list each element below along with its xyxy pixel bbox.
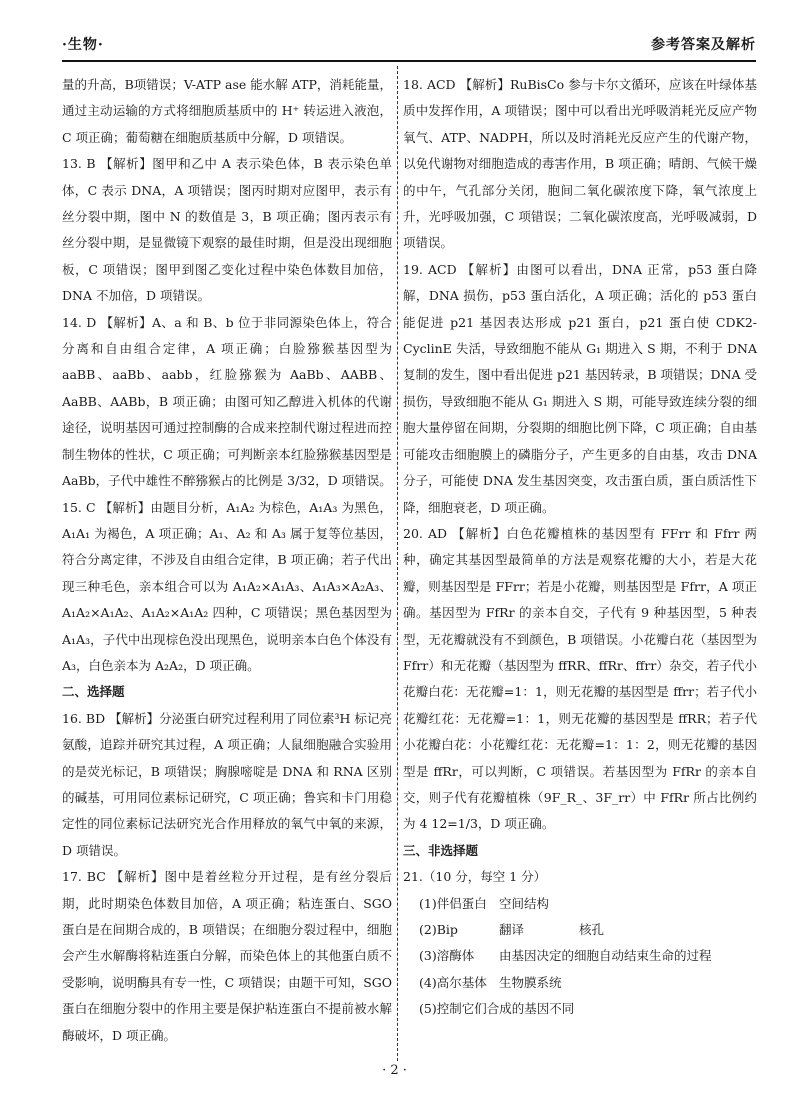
right-column — [403, 72, 757, 1023]
answer-item: 13. B 【解析】图甲和乙中 A 表示染色体，B 表示染色单体，C 表示 DNA，A 项错误；图丙时期对应图甲，表示有丝分裂中期，图中 N 的数值是 3，B 项正确；图丙表示有丝分裂中期，是显微镜下观察的最佳时期，但是没出现细胞板，C 项错误；图甲到图乙变化过程中染色体数目加倍，DNA 不加倍，D 项错误。 — [62, 156, 392, 304]
answer-line — [403, 891, 757, 917]
answer-item: 量的升高，B项错误；V-ATP ase 能水解 ATP，消耗能量，通过主动运输的方式将细胞质基质中的 H⁺ 转运进入液泡，C 项正确；葡萄糖在细胞质基质中分解，D 项错误。 — [62, 77, 392, 145]
answer-line — [403, 917, 757, 943]
answer-item: 19. ACD 【解析】由图可以看出，DNA 正常，p53 蛋白降解，DNA 损伤，p53 蛋白活化，A 项正确；活化的 p53 蛋白能促进 p21 基因表达形成 p21 蛋白，p21 蛋白使 CDK2-CyclinE 失活，导致细胞不能从 G₁ 期进入 S 期，不利于 DNA 复制的发生，图中看出促进 p21 基因转录，B 项错误；DNA 受损伤，导致细胞不能从 G₁ 期进入 S 期，可能导致连续分裂的细胞大量停留在间期，分裂期的细胞比例下降，C 项正确；自由基可能攻击细胞膜上的磷脂分子，产生更多的自由基，攻击 DNA 分子，可能使 DNA 发生基因突变，攻击蛋白质，蛋白质活性下降，细胞衰老，D 项正确。 — [403, 261, 757, 515]
answer-line — [403, 970, 757, 996]
column-divider — [397, 66, 398, 1061]
answer-blank: 翻译 — [499, 922, 525, 937]
answer-line — [403, 943, 757, 969]
answer-item: 16. BD 【解析】分泌蛋白研究过程利用了同位素³H 标记亮氨酸，追踪并研究其过程，A 项正确；人鼠细胞融合实验用的是荧光标记，B 项错误；胸腺嘧啶是 DNA 和 RNA 区别的碱基，可用同位素标记研究，C 项正确；鲁宾和卡门用稳定性的同位素标记法研究光合作用释放的氧气中氧的来源，D 项错误。 — [62, 710, 392, 858]
answer-item: 14. D 【解析】A、a 和 B、b 位于非同源染色体上，符合分离和自由组合定律，A 项正确；白脸猕猴基因型为 aaBB、aaBb、aabb，红脸猕猴为 AaBb、AABB、AaBB、AABb，B 项正确；由图可知乙醇进入机体的代谢途径，说明基因可通过控制酶的合成来控制代谢过程进而控制生物体的性状，C 项正确；可判断亲本红脸猕猴基因型是 AaBb，子代中雄性不醉猕猴占的比例是 3/32，D 项错误。 — [62, 314, 392, 489]
answer-blank: 生物膜系统 — [499, 974, 562, 990]
answer-blank: (1)伴侣蛋白 — [419, 895, 487, 911]
answer-item: 18. ACD 【解析】RuBisCo 参与卡尔文循环，应该在叶绿体基质中发挥作用，A 项错误；图中可以看出光呼吸消耗光反应产物氧气、ATP、NADPH，所以及时消耗光反应产生的代谢产物，以免代谢物对细胞造成的毒害作用，B 项正确；晴朗、气候干燥的中午，气孔部分关闭，胞间二氧化碳浓度下降，氧气浓度上升，光呼吸加强，C 项错误；二氧化碳浓度高，光呼吸减弱，D 项错误。 — [403, 77, 757, 251]
answer-blank: 核孔 — [579, 922, 605, 937]
left-column — [62, 72, 392, 1049]
header-title: 参考答案及解析 — [651, 37, 756, 53]
answer-blank: (4)高尔基体 — [419, 974, 487, 990]
subject-label: ·生物· — [62, 37, 104, 53]
question-heading: 21.（10 分，每空 1 分） — [403, 869, 547, 885]
answer-line — [403, 996, 757, 1022]
answer-item: 15. C 【解析】由题目分析，A₁A₂ 为棕色，A₁A₃ 为黑色，A₁A₁ 为褐色，A 项正确；A₁、A₂ 和 A₃ 属于复等位基因，符合分离定律，不涉及自由组合定律，B 项正确；若子代出现三种毛色，亲本组合可以为 A₁A₂×A₁A₃、A₁A₃×A₂A₃、A₁A₂×A₁A₂、A₁A₂×A₁A₂ 四种，C 项错误；黑色基因型为 A₁A₃，子代中出现棕色没出现黑色，说明亲本白色个体没有 A₃，白色亲本为 A₂A₂，D 项正确。 — [62, 499, 392, 673]
section-heading: 三、非选择题 — [403, 842, 479, 858]
section-heading: 二、选择题 — [62, 684, 125, 700]
answer-item: 17. BC 【解析】图中是着丝粒分开过程，是有丝分裂后期，此时期染色体数目加倍，A 项正确；粘连蛋白、SGO 蛋白是在间期合成的，B 项错误；在细胞分裂过程中，细胞会产生水解酶将粘连蛋白分解，而染色体上的其他蛋白质不受影响，说明酶具有专一性，C 项错误；由题干可知，SGO 蛋白在细胞分裂中的作用主要是保护粘连蛋白不提前被水解酶破坏，D 项正确。 — [62, 869, 392, 1043]
answer-blank: 由基因决定的细胞自动结束生命的过程 — [499, 948, 712, 964]
answer-item: 20. AD 【解析】白色花瓣植株的基因型有 FFrr 和 Ffrr 两种，确定其基因型最简单的方法是观察花瓣的大小，若是大花瓣，则基因型是 FFrr；若是小花瓣，则基因型是 Ffrr，A 项正确。基因型为 FfRr 的亲本自交，子代有 9 种基因型，5 种表型，无花瓣就没有不到颜色，B 项错误。小花瓣白花（基因型为 Ffrr）和无花瓣（基因型为 ffRR、ffRr、ffrr）杂交，若子代小花瓣白花：无花瓣=1：1，则无花瓣的基因型是 ffrr；若子代小花瓣红花：无花瓣=1：1，则无花瓣的基因型是 ffRR；若子代小花瓣白花：小花瓣红花：无花瓣=1：1：2，则无花瓣的基因型是 ffRr，可以判断，C 项错误。若基因型为 FfRr 的亲本自交，则子代有花瓣植株（9F_R_、3F_rr）中 FfRr 所占比例约为 4 12=1/3，D 项正确。 — [403, 525, 757, 832]
page-header — [62, 8, 756, 62]
answer-blank: (5)控制它们合成的基因不同 — [419, 1001, 575, 1017]
page-number: · 2 · — [382, 1063, 407, 1078]
answer-blank: (2)Bip — [419, 922, 458, 937]
answer-blank: 空间结构 — [499, 895, 550, 911]
answer-blank: (3)溶酶体 — [419, 948, 475, 964]
